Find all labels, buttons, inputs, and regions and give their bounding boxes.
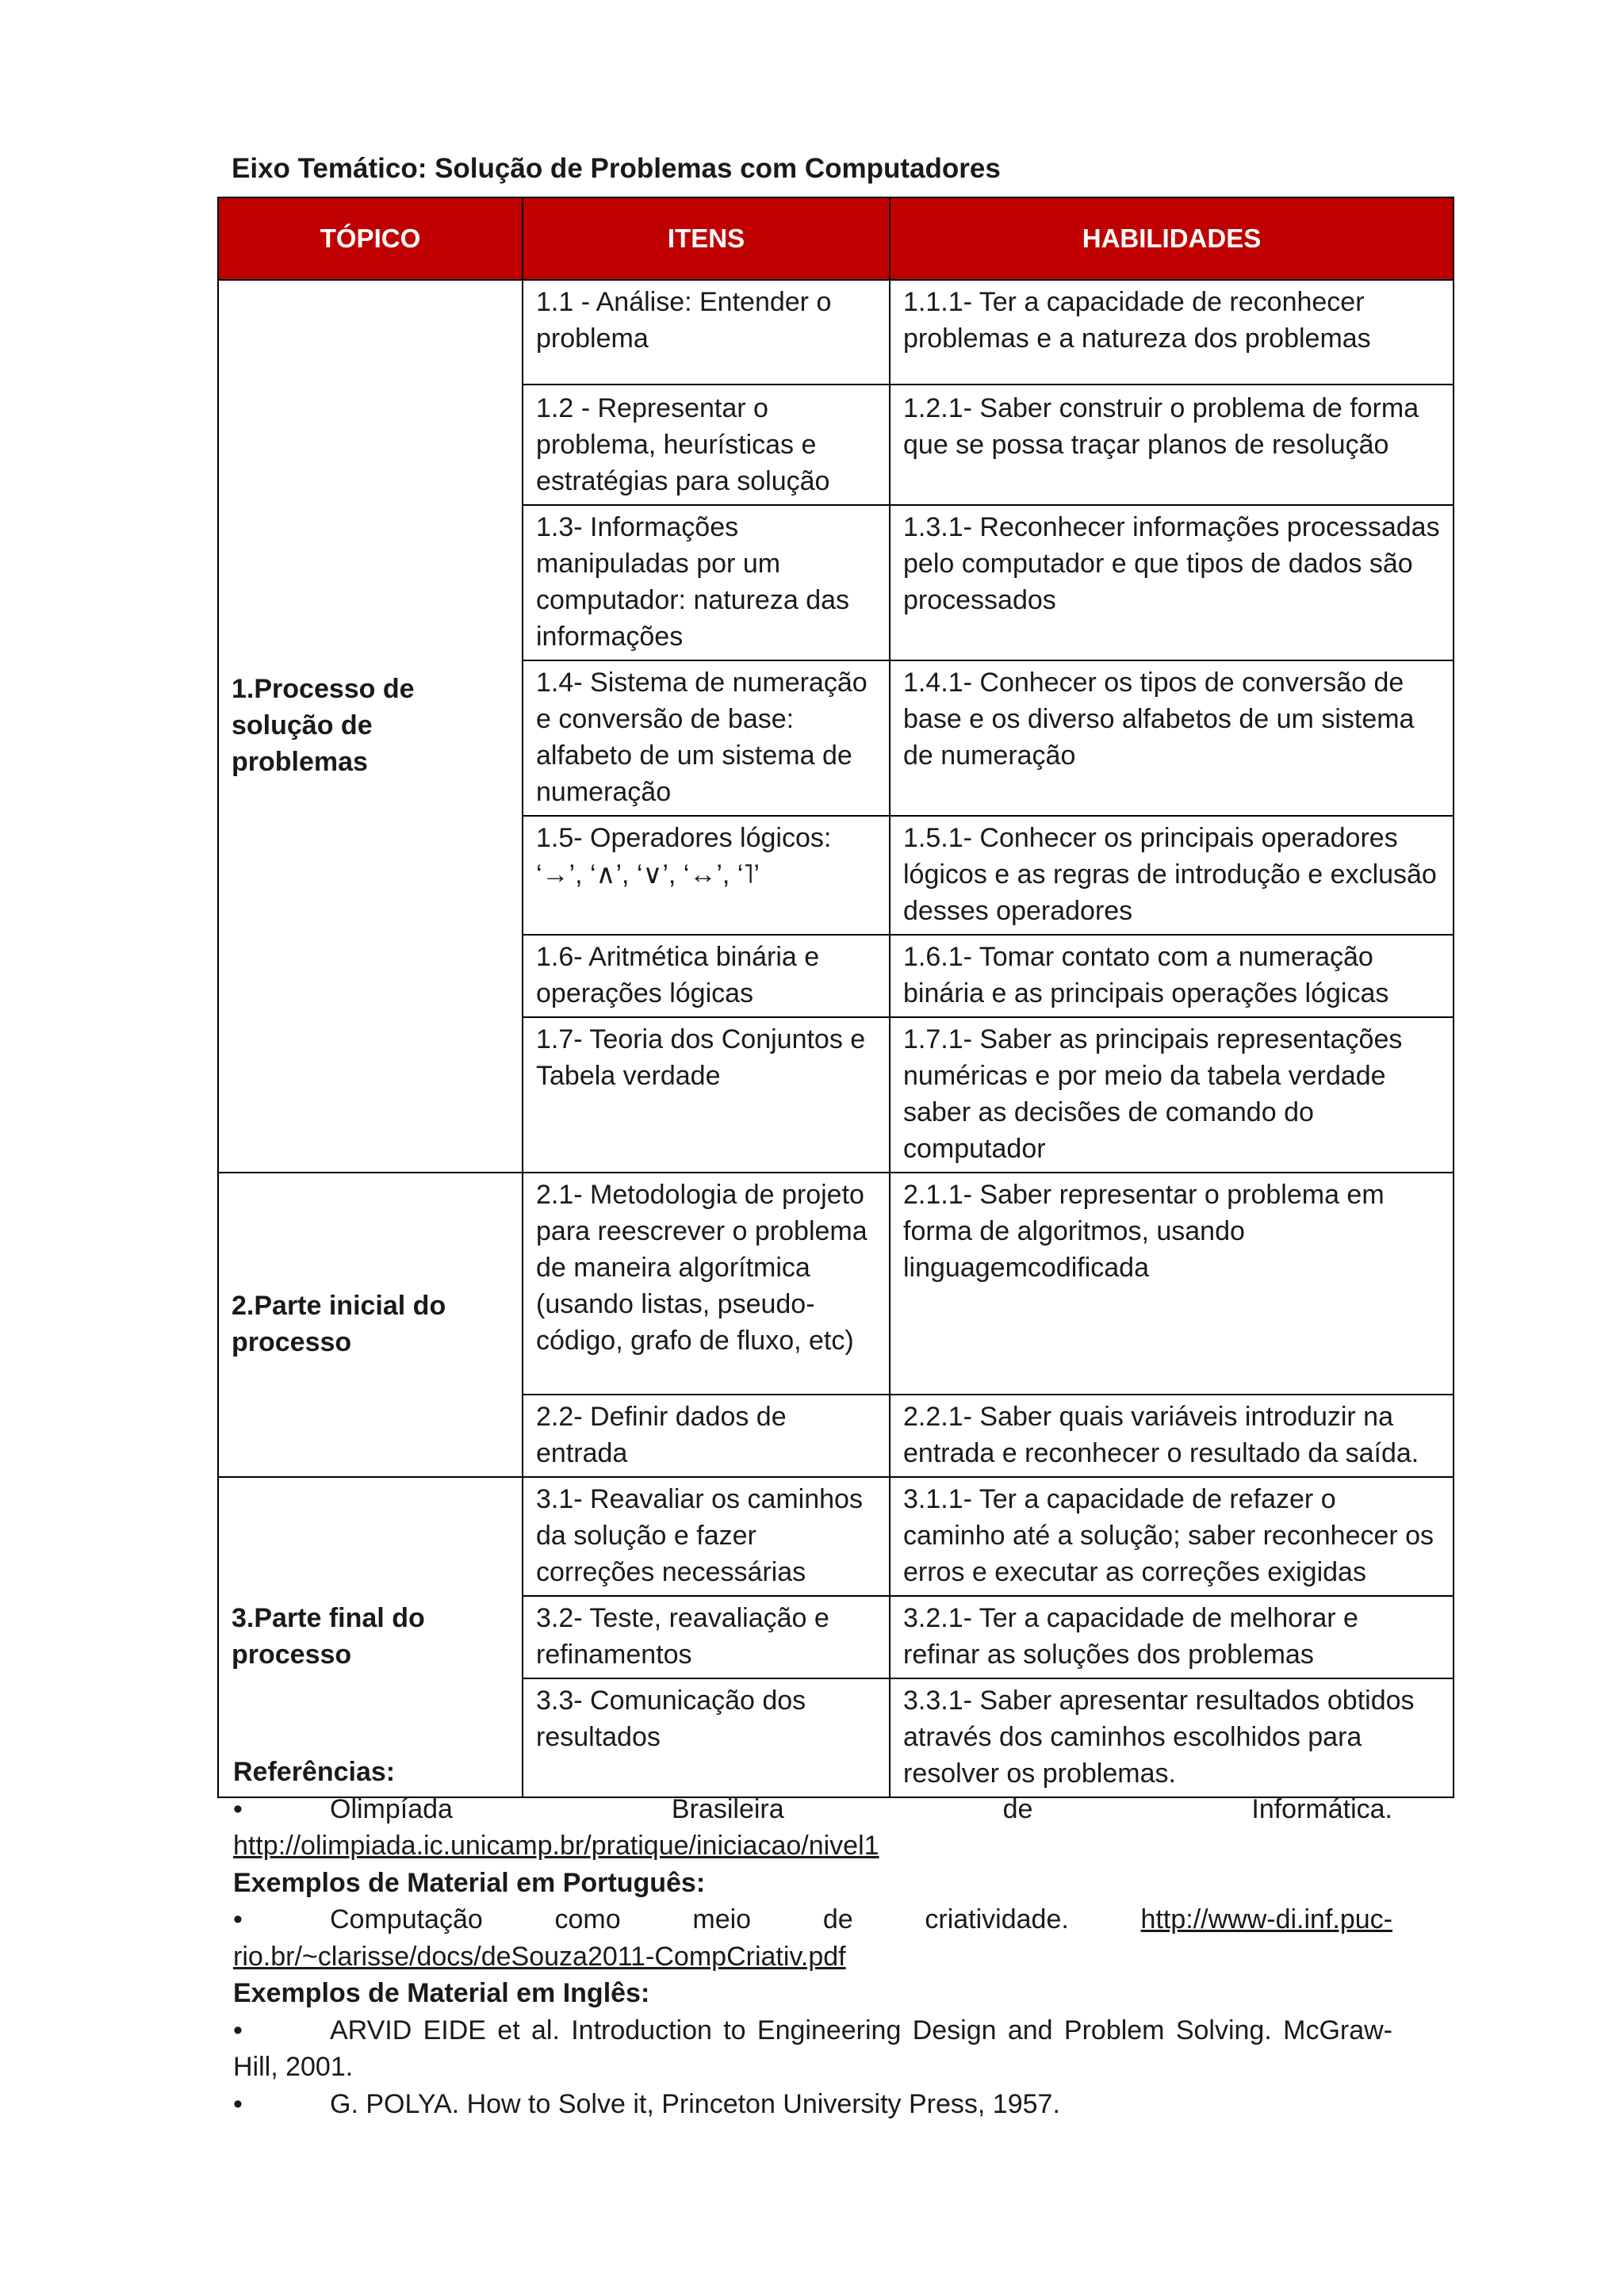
header-habilidades: HABILIDADES	[890, 197, 1454, 280]
bullet: •	[233, 2088, 243, 2119]
references-heading: Referências:	[233, 1757, 396, 1787]
item-cell: 1.6- Aritmética binária e operações lógicas	[523, 935, 890, 1017]
page-title: Eixo Temático: Solução de Problemas com Computadores	[232, 153, 1001, 184]
item-cell: 2.1- Metodologia de projeto para reescrever o problema de maneira algorítmica (usando listas, pseudo-código, grafo de fluxo, etc)	[523, 1173, 890, 1395]
en-citation-1-line2: Hill, 2001.	[233, 2052, 354, 2082]
obi-link[interactable]: http://olimpiada.ic.unicamp.br/pratique/iniciacao/nivel1	[233, 1831, 879, 1861]
header-topico: TÓPICO	[218, 197, 523, 280]
header-itens: ITENS	[523, 197, 890, 280]
item-cell: 3.2- Teste, reavaliação e refinamentos	[523, 1596, 890, 1678]
reference-item	[233, 2086, 1392, 2123]
item-cell: 1.5- Operadores lógicos: ‘→’, ‘∧’, ‘∨’, ‘↔’, ‘˥’	[523, 816, 890, 935]
item-cell: 1.4- Sistema de numeração e conversão de base: alfabeto de um sistema de numeração	[523, 660, 890, 816]
item-cell: 1.2 - Representar o problema, heurísticas e estratégias para solução	[523, 385, 890, 505]
item-cell: 3.3- Comunicação dos resultados	[523, 1678, 890, 1797]
en-citation-2: G. POLYA. How to Solve it, Princeton University Press, 1957.	[330, 2088, 1060, 2119]
skill-cell: 2.1.1- Saber representar o problema em forma de algoritmos, usando linguagemcodificada	[890, 1173, 1454, 1395]
pt-citation: Computação como meio de criatividade. http://www-di.inf.puc-	[330, 1901, 1392, 1938]
item-cell: 1.3- Informações manipuladas por um computador: natureza das informações	[523, 505, 890, 660]
table-row	[218, 1477, 1454, 1596]
item-cell: 1.7- Teoria dos Conjuntos e Tabela verdade	[523, 1017, 890, 1173]
skill-cell: 3.1.1- Ter a capacidade de refazer o caminho até a solução; saber reconhecer os erros e executar as correções exigidas	[890, 1477, 1454, 1596]
en-citation-1-line1: ARVID EIDE et al. Introduction to Engineering Design and Problem Solving. McGraw-	[330, 2015, 1392, 2045]
references-section	[233, 1754, 1392, 2122]
item-cell: 3.1- Reavaliar os caminhos da solução e fazer correções necessárias	[523, 1477, 890, 1596]
skill-cell: 3.2.1- Ter a capacidade de melhorar e refinar as soluções dos problemas	[890, 1596, 1454, 1678]
skill-cell: 3.3.1- Saber apresentar resultados obtidos através dos caminhos escolhidos para resolver os problemas.	[890, 1678, 1454, 1797]
table-row	[218, 1173, 1454, 1395]
english-material-heading: Exemplos de Material em Inglês:	[233, 1978, 650, 2008]
skill-cell: 1.5.1- Conhecer os principais operadores lógicos e as regras de introdução e exclusão desses operadores	[890, 816, 1454, 935]
skill-cell: 1.2.1- Saber construir o problema de forma que se possa traçar planos de resolução	[890, 385, 1454, 505]
skill-cell: 1.4.1- Conhecer os tipos de conversão de base e os diverso alfabetos de um sistema de numeração	[890, 660, 1454, 816]
topic-cell: 1.Processo de solução de problemas	[218, 280, 523, 1173]
bullet: •	[233, 2015, 243, 2045]
reference-item	[233, 1901, 1392, 1938]
item-cell: 2.2- Definir dados de entrada	[523, 1395, 890, 1477]
item-cell: 1.1 - Análise: Entender o problema	[523, 280, 890, 385]
reference-item	[233, 1791, 1392, 1828]
pt-link-part2[interactable]: rio.br/~clarisse/docs/deSouza2011-CompCriativ.pdf	[233, 1941, 846, 1972]
bullet: •	[233, 1904, 243, 1934]
reference-item	[233, 2012, 1392, 2049]
skill-cell: 1.3.1- Reconhecer informações processadas pelo computador e que tipos de dados são processados	[890, 505, 1454, 660]
bullet: •	[233, 1793, 243, 1824]
pt-link-part1[interactable]: http://www-di.inf.puc-	[1140, 1904, 1392, 1934]
skills-table	[217, 197, 1454, 1798]
table-header-row	[218, 197, 1454, 280]
table-row	[218, 280, 1454, 385]
skill-cell: 1.6.1- Tomar contato com a numeração binária e as principais operações lógicas	[890, 935, 1454, 1017]
topic-cell: 3.Parte final do processo	[218, 1477, 523, 1797]
skill-cell: 1.1.1- Ter a capacidade de reconhecer problemas e a natureza dos problemas	[890, 280, 1454, 385]
skill-cell: 2.2.1- Saber quais variáveis introduzir na entrada e reconhecer o resultado da saída.	[890, 1395, 1454, 1477]
skill-cell: 1.7.1- Saber as principais representações numéricas e por meio da tabela verdade saber as decisões de comando do computador	[890, 1017, 1454, 1173]
portuguese-material-heading: Exemplos de Material em Português:	[233, 1867, 706, 1898]
topic-cell: 2.Parte inicial do processo	[218, 1173, 523, 1477]
obi-citation: Olimpíada Brasileira de Informática.	[330, 1793, 1392, 1824]
